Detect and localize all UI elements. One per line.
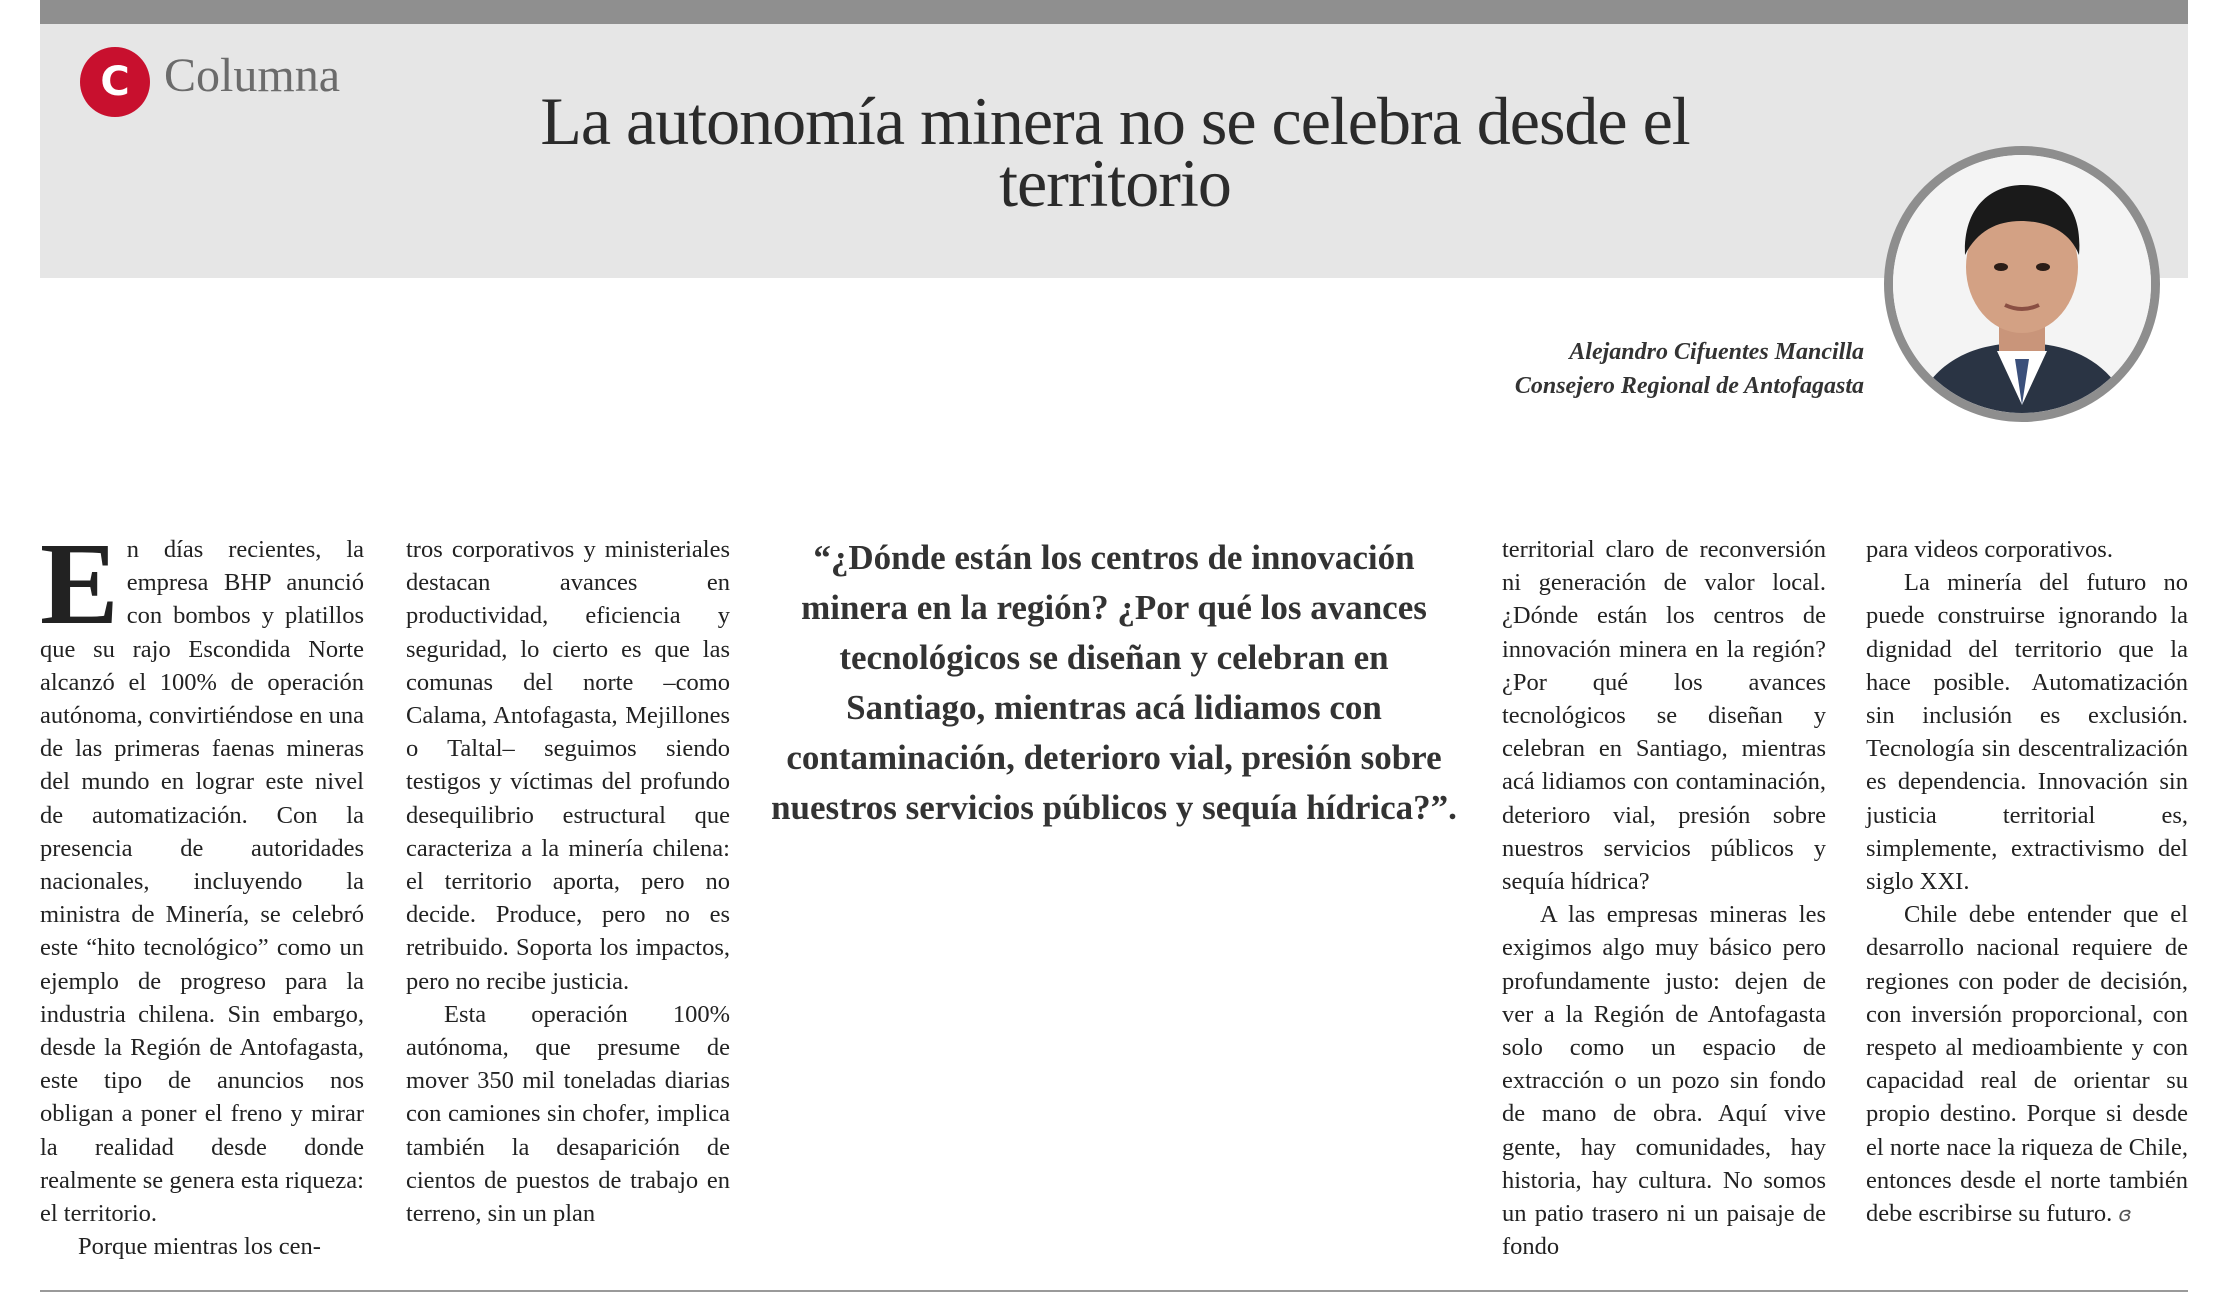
body-column-2 (406, 533, 730, 1230)
paragraph: Porque mientras los cen- (78, 1233, 321, 1261)
author-photo (1884, 146, 2160, 422)
body-column-5 (1866, 533, 2188, 1231)
paragraph: territorial claro de reconversión ni generación de valor local. ¿Dónde están los centros de innovación minera en la región? ¿Por qué los avances tecnológicos se diseñan y celebran en Santiago, mientras acá lidiamos con contaminación, deterioro vial, presión sobre nuestros servicios públicos y sequía hídrica? (1502, 536, 1826, 896)
pull-quote: “¿Dónde están los centros de innovación minera en la región? ¿Por qué los avances tecnológicos se diseñan y celebran en Santiago, mientras acá lidiamos con contaminación, deterioro vial, presión sobre nuestros servicios públicos y sequía hídrica?”. (771, 538, 1457, 827)
top-rule (40, 0, 2188, 24)
headline: La autonomía minera no se celebra desde el territorio (540, 83, 1690, 221)
paragraph: para videos corporativos. (1866, 536, 2113, 563)
paragraph: La minería del futuro no puede construirse ignorando la dignidad del territorio que la hace posible. Automatización sin inclusión es exclusión. Tecnología sin descentralización es dependencia. Innovación sin justicia territorial es, simplemente, extractivismo del siglo XXI. (1866, 569, 2188, 896)
body-column-1 (40, 518, 364, 1263)
paragraph: n días recientes, la empresa BHP anunció con bombos y platillos que su rajo Escondida Norte alcanzó el 100% de operación autónoma, convirtiéndose en una de las primeras faenas mineras del mundo en lograr este nivel de automatización. Con la presencia de autoridades nacionales, incluyendo la ministra de Minería, se celebró este “hito tecnológico” como un ejemplo de progreso para la industria chilena. Sin embargo, desde la Región de Antofagasta, este tipo de anuncios nos obligan a poner el freno y mirar la realidad desde donde realmente se genera esta riqueza: el territorio. (40, 536, 364, 1228)
author-portrait-icon (1893, 155, 2151, 413)
section-label: Columna (164, 49, 340, 102)
dropcap: E (40, 518, 119, 649)
author-role: Consejero Regional de Antofagasta (1514, 373, 1864, 399)
body-column-4 (1502, 533, 1826, 1263)
author-name: Alejandro Cifuentes Mancilla (1569, 339, 1864, 365)
badge-letter: C (100, 59, 130, 105)
end-mark-icon: ɞ (2118, 1202, 2132, 1227)
column-badge-icon (80, 47, 150, 117)
paragraph: Esta operación 100% autónoma, que presume de mover 350 mil toneladas diarias con camiones sin chofer, implica también la desaparición de cientos de puestos de trabajo en terreno, sin un plan (406, 1000, 730, 1228)
author-byline (1515, 335, 1864, 403)
bottom-rule (40, 1290, 2188, 1292)
paragraph: tros corporativos y ministeriales destacan avances en productividad, eficiencia y seguridad, lo cierto es que las comunas del norte –como Calama, Antofagasta, Mejillones o Taltal– seguimos siendo testigos y víctimas del profundo desequilibrio estructural que caracteriza a la minería chilena: el territorio aporta, pero no decide. Produce, pero no es retribuido. Soporta los impactos, pero no recibe justicia. (406, 536, 730, 995)
paragraph: A las empresas mineras les exigimos algo muy básico pero profundamente justo: dejen de ver a la Región de Antofagasta solo como un espacio de extracción o un pozo sin fondo de mano de obra. Aquí vive gente, hay comunidades, hay historia, hay cultura. No somos un patio trasero ni un paisaje de fondo (1502, 901, 1826, 1261)
paragraph: Chile debe entender que el desarrollo nacional requiere de regiones con poder de decisión, con inversión proporcional, con respeto al medioambiente y con capacidad real de orientar su propio destino. Porque si desde el norte nace la riqueza de Chile, entonces desde el norte también debe escribirse su futuro. (1866, 901, 2188, 1228)
